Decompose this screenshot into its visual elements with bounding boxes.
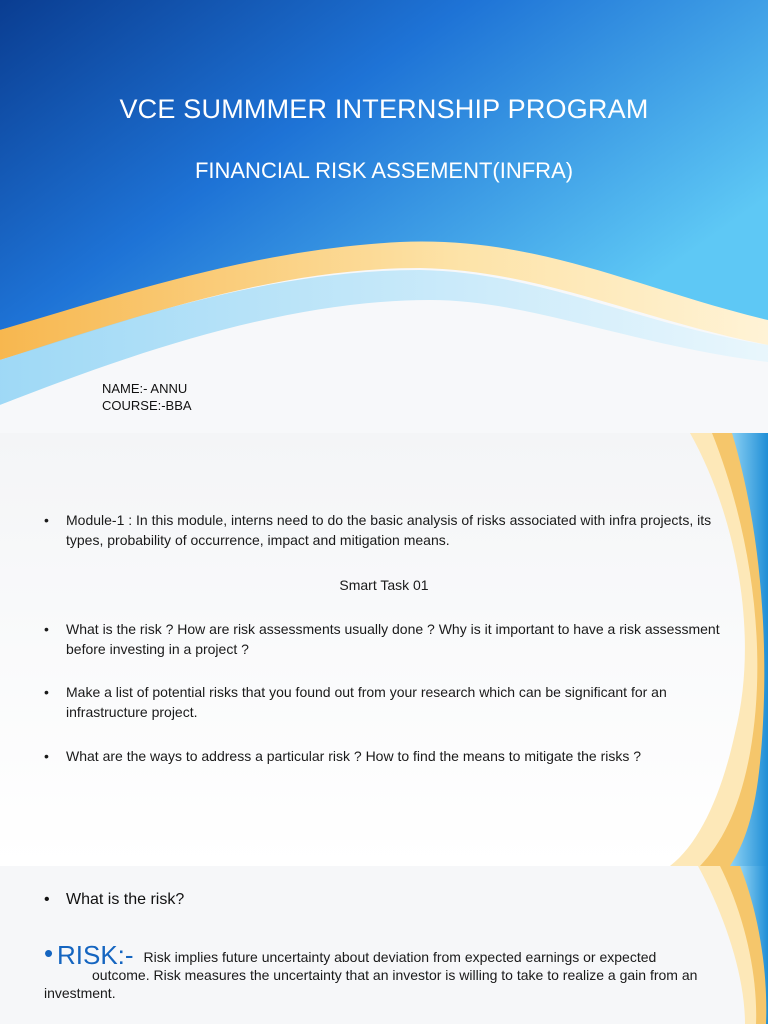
bullet-marker: •: [44, 891, 50, 908]
risk-definition-line-3: investment.: [44, 985, 116, 1001]
risk-definition-line-2: outcome. Risk measures the uncertainty that an investor is willing to take to realize a gain from an: [92, 967, 698, 983]
question-text: What are the ways to address a particular risk ? How to find the means to mitigate the risks ?: [66, 748, 642, 764]
author-info: [102, 380, 192, 414]
task-title: Smart Task 01: [339, 577, 429, 593]
question-text: Make a list of potential risks that you found out from your research which can be significant for an infrastructure project.: [66, 684, 667, 720]
bullet-marker: •: [44, 748, 49, 764]
question-text: What is the risk ? How are risk assessments usually done ? Why is it important to have a risk assessment before investing in a project ?: [66, 621, 720, 657]
module-slide: [0, 433, 768, 866]
bullet-marker: •: [44, 938, 54, 968]
bullet-marker: •: [44, 512, 49, 528]
risk-question: What is the risk?: [66, 891, 185, 908]
program-title: VCE SUMMMER INTERNSHIP PROGRAM: [119, 94, 649, 124]
program-subtitle: FINANCIAL RISK ASSEMENT(INFRA): [194, 158, 574, 183]
title-slide: [0, 0, 768, 433]
course-line: COURSE:-BBA: [102, 398, 192, 413]
risk-question-bullet: [44, 891, 185, 909]
risk-definition: [44, 938, 744, 1002]
bullet-marker: •: [44, 621, 49, 637]
risk-definition-line-1: Risk implies future uncertainty about deviation from expected earnings or expected: [143, 949, 657, 965]
title-slide-background: [0, 0, 768, 433]
risk-definition-slide: [0, 866, 768, 1024]
bullet-marker: •: [44, 684, 49, 700]
module-description: Module-1 : In this module, interns need to do the basic analysis of risks associated with infra projects, its types, probability of occurrence, impact and mitigation means.: [66, 512, 712, 548]
risk-term: RISK:-: [57, 940, 134, 970]
name-line: NAME:- ANNU: [102, 381, 188, 396]
